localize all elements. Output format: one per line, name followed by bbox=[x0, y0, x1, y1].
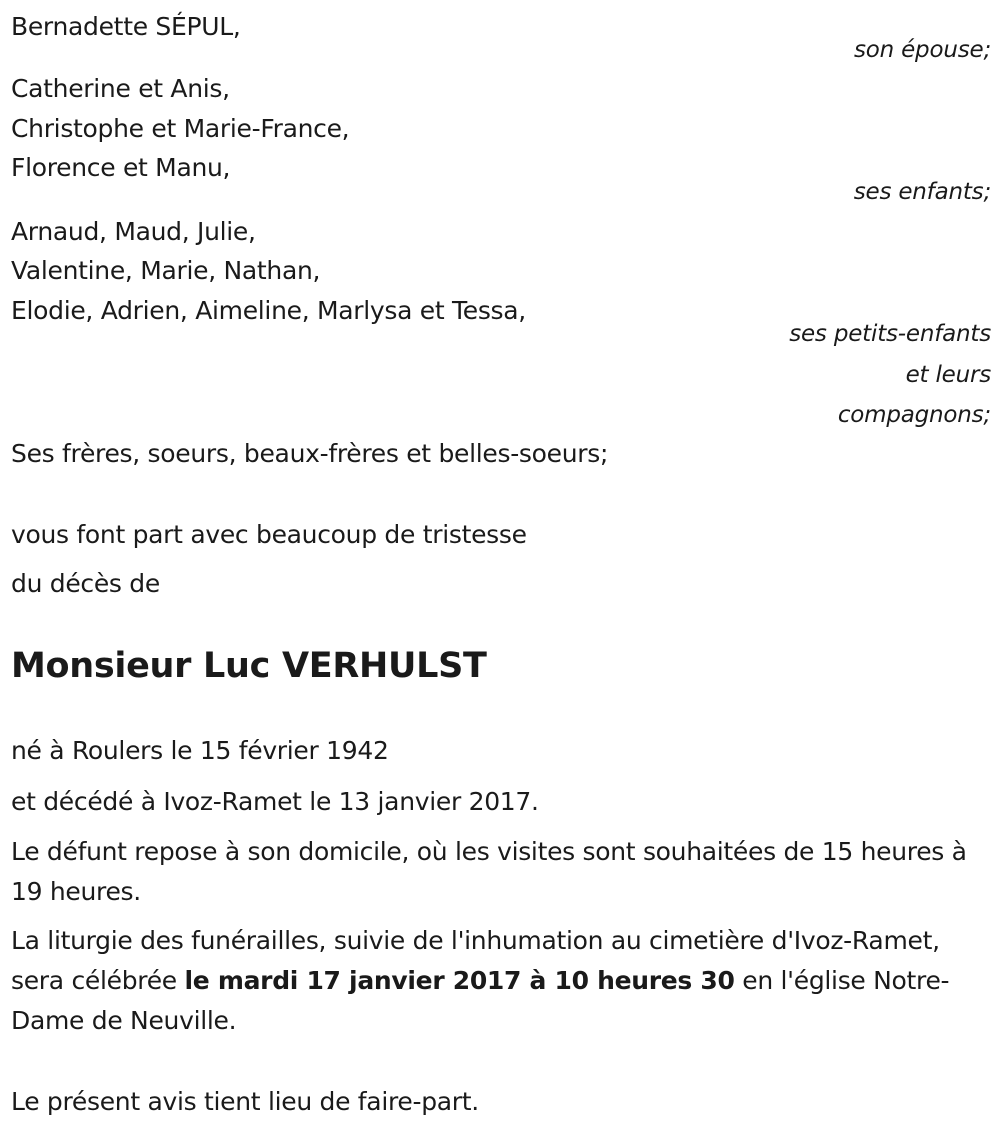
spouse-name: Bernadette SÉPUL, bbox=[11, 12, 241, 41]
grandchildren-role-line-3: compagnons; bbox=[837, 402, 991, 428]
funeral-date-time: le mardi 17 janvier 2017 à 10 heures 30 bbox=[184, 966, 735, 995]
children-role: ses enfants; bbox=[853, 179, 991, 205]
grandchild-line-2: Valentine, Marie, Nathan, bbox=[11, 256, 321, 285]
deceased-name: Monsieur Luc VERHULST bbox=[11, 646, 487, 686]
announcement-line-1: vous font part avec beaucoup de tristesse bbox=[11, 520, 527, 549]
grandchild-line-1: Arnaud, Maud, Julie, bbox=[11, 217, 256, 246]
closing-line: Le présent avis tient lieu de faire-part. bbox=[11, 1087, 479, 1116]
grandchild-line-3: Elodie, Adrien, Aimeline, Marlysa et Tessa, bbox=[11, 296, 526, 325]
birth-line: né à Roulers le 15 février 1942 bbox=[11, 736, 389, 765]
child-line-1: Catherine et Anis, bbox=[11, 74, 230, 103]
obituary-notice bbox=[11, 0, 991, 1135]
visitation-paragraph: Le défunt repose à son domicile, où les visites sont souhaitées de 15 heures à 19 heures. bbox=[11, 837, 967, 906]
siblings-line: Ses frères, soeurs, beaux-frères et belles-soeurs; bbox=[11, 439, 609, 468]
death-line: et décédé à Ivoz-Ramet le 13 janvier 2017. bbox=[11, 787, 539, 816]
announcement-line-2: du décès de bbox=[11, 569, 160, 598]
grandchildren-role-line-2: et leurs bbox=[905, 362, 991, 388]
funeral-text-end: en l'église Notre-Dame de Neuville. bbox=[11, 966, 950, 1035]
child-line-3: Florence et Manu, bbox=[11, 153, 231, 182]
funeral-text-start: La liturgie des funérailles, suivie de l'inhumation au cimetière d'Ivoz-Ramet, sera célébrée bbox=[11, 926, 940, 995]
grandchildren-role-line-1: ses petits-enfants bbox=[789, 321, 991, 347]
funeral-paragraph bbox=[11, 921, 976, 1041]
child-line-2: Christophe et Marie-France, bbox=[11, 114, 350, 143]
spouse-role: son épouse; bbox=[853, 37, 991, 63]
